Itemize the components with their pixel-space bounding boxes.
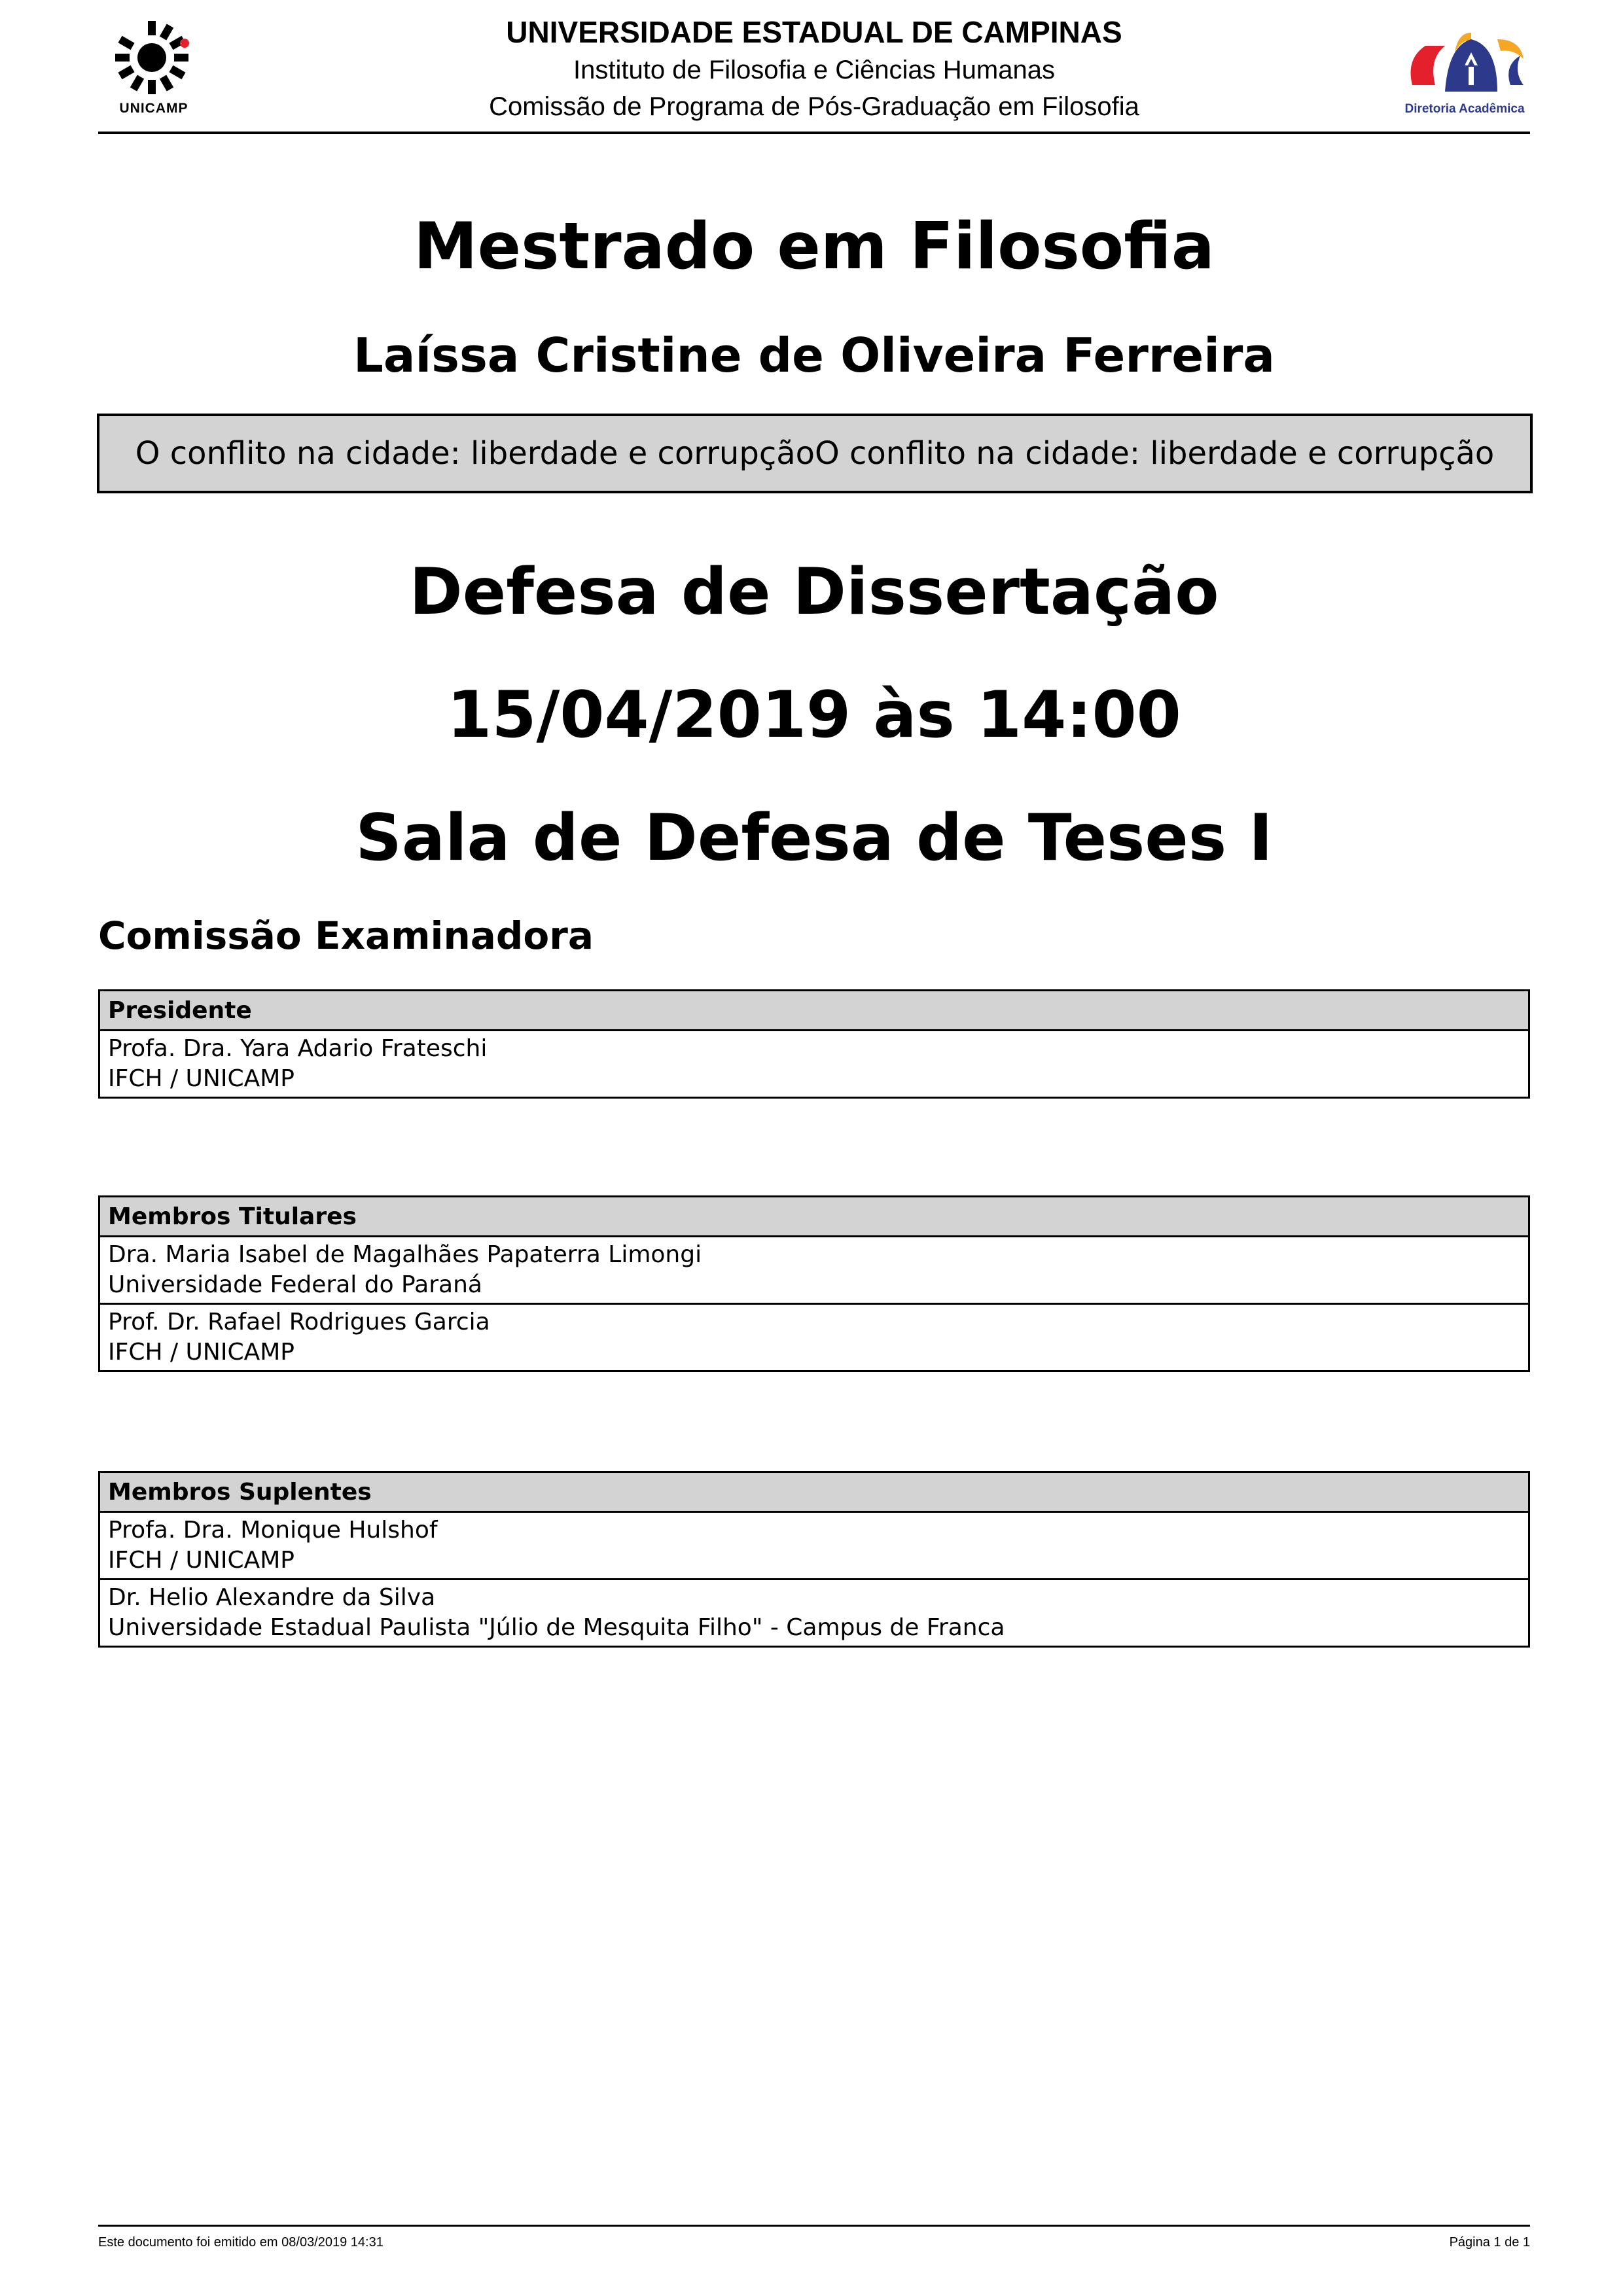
member-name: Profa. Dra. Monique Hulshof — [108, 1517, 438, 1544]
suplentes-header: Membros Suplentes — [99, 1472, 1529, 1512]
commission-name: Comissão de Programa de Pós-Graduação em Filosofia — [489, 92, 1139, 121]
member-name: Dra. Maria Isabel de Magalhães Papaterra Limongi — [108, 1241, 702, 1268]
member-name: Prof. Dr. Rafael Rodrigues Garcia — [108, 1309, 490, 1335]
member-cell — [99, 1304, 1529, 1371]
member-affiliation: Universidade Estadual Paulista "Júlio de Mesquita Filho" - Campus de Franca — [108, 1614, 1005, 1641]
committee-title: Comissão Examinadora — [98, 913, 594, 958]
titulares-table — [98, 1195, 1530, 1372]
header-divider — [98, 132, 1530, 134]
member-affiliation: IFCH / UNICAMP — [108, 1547, 294, 1574]
unicamp-logo-text: UNICAMP — [119, 101, 188, 116]
university-name: UNIVERSIDADE ESTADUAL DE CAMPINAS — [506, 15, 1122, 49]
table-row — [99, 1237, 1529, 1304]
document-header — [98, 0, 1530, 135]
diretoria-academica-emblem-icon — [1399, 26, 1530, 105]
header-titles — [98, 13, 1530, 124]
member-name: Dr. Helio Alexandre da Silva — [108, 1584, 436, 1611]
student-name: Laíssa Cristine de Oliveira Ferreira — [353, 328, 1275, 383]
member-affiliation: IFCH / UNICAMP — [108, 1065, 294, 1092]
diretoria-academica-logo-text: Diretoria Acadêmica — [1404, 102, 1525, 116]
footer-page-number: Página 1 de 1 — [1449, 2235, 1530, 2250]
institute-name: Instituto de Filosofia e Ciências Humanas — [573, 56, 1055, 84]
member-name: Profa. Dra. Yara Adario Frateschi — [108, 1035, 488, 1062]
president-table — [98, 989, 1530, 1099]
member-cell — [99, 1031, 1529, 1098]
program-title: Mestrado em Filosofia — [414, 209, 1215, 284]
footer-divider — [98, 2225, 1530, 2227]
member-cell — [99, 1512, 1529, 1580]
event-room: Sala de Defesa de Teses I — [355, 801, 1273, 875]
president-header: Presidente — [99, 991, 1529, 1031]
diretoria-academica-logo — [1399, 26, 1530, 124]
event-title: Defesa de Dissertação — [409, 555, 1219, 629]
member-cell — [99, 1237, 1529, 1304]
member-cell — [99, 1580, 1529, 1647]
footer-issued-date: Este documento foi emitido em 08/03/2019 14:31 — [98, 2235, 383, 2250]
thesis-title-box — [97, 414, 1533, 493]
member-affiliation: IFCH / UNICAMP — [108, 1339, 294, 1366]
table-row — [99, 1304, 1529, 1371]
member-affiliation: Universidade Federal do Paraná — [108, 1271, 482, 1298]
suplentes-table — [98, 1471, 1530, 1648]
table-row — [99, 1580, 1529, 1647]
table-row — [99, 1031, 1529, 1098]
table-row — [99, 1512, 1529, 1580]
event-datetime: 15/04/2019 às 14:00 — [447, 678, 1181, 752]
thesis-title: O conflito na cidade: liberdade e corrupçãoO conflito na cidade: liberdade e corrupção — [135, 435, 1495, 472]
titulares-header: Membros Titulares — [99, 1197, 1529, 1237]
